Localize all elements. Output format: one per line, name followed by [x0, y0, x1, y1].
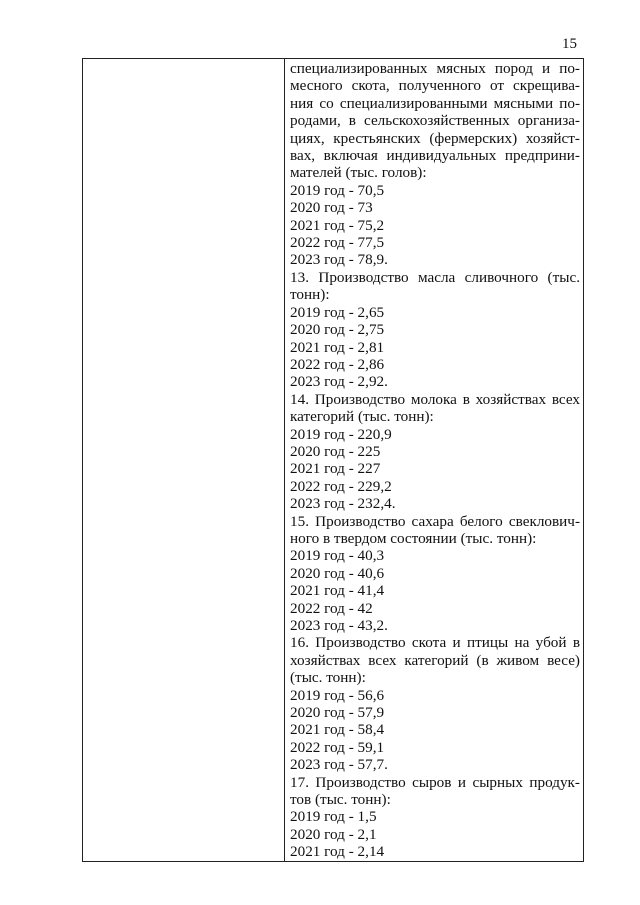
- text-line: 2020 год - 2,1: [290, 825, 377, 843]
- text-line: 2021 год - 75,2: [290, 216, 385, 234]
- text-line: 2019 год - 40,3: [290, 547, 385, 565]
- text-line: 2023 год - 2,92.: [290, 373, 388, 391]
- text-line: 2021 год - 58,4: [290, 721, 385, 739]
- text-line: 2022 год - 2,86: [290, 355, 385, 373]
- page-number: 15: [562, 36, 577, 52]
- text-line: 2019 год - 56,6: [290, 686, 385, 704]
- text-line: ного в твердом состоянии (тыс. тонн):: [290, 529, 537, 547]
- text-line: хозяйствах всех категорий (в живом весе): [290, 651, 580, 669]
- text-line: 14. Производство молока в хозяйствах всех: [290, 390, 580, 408]
- text-line: 17. Производство сыров и сырных продук-: [290, 773, 580, 791]
- text-line: 2021 год - 2,81: [290, 338, 385, 356]
- text-line: 2023 год - 43,2.: [290, 617, 388, 634]
- text-line: тонн):: [290, 286, 330, 304]
- text-line: специализированных мясных пород и по-: [290, 60, 580, 77]
- text-line: мателей (тыс. голов):: [290, 164, 427, 182]
- text-line: категорий (тыс. тонн):: [290, 408, 434, 426]
- text-line: (тыс. тонн):: [290, 669, 366, 687]
- text-line: 13. Производство масла сливочного (тыс.: [290, 268, 580, 286]
- text-line: 2020 год - 225: [290, 442, 381, 460]
- text-line: 2020 год - 73: [290, 199, 373, 217]
- text-line: 2022 год - 77,5: [290, 234, 385, 252]
- text-line: 2021 год - 41,4: [290, 582, 385, 600]
- text-line: месного скота, полученного от скрещива-: [290, 77, 580, 95]
- text-line: 2023 год - 57,7.: [290, 756, 388, 774]
- text-line: 16. Производство скота и птицы на убой в: [290, 634, 580, 652]
- text-line: 2021 год - 227: [290, 460, 381, 478]
- text-line: вах, включая индивидуальных предприни-: [290, 147, 580, 165]
- text-line: 2019 год - 70,5: [290, 181, 385, 199]
- text-line: тов (тыс. тонн):: [290, 791, 391, 809]
- text-line: 2022 год - 59,1: [290, 738, 385, 756]
- text-line: 2022 год - 229,2: [290, 477, 392, 495]
- text-line: 15. Производство сахара белого свеклович-: [290, 512, 580, 530]
- text-line: 2022 год - 42: [290, 599, 373, 617]
- text-line: циях, крестьянских (фермерских) хозяйст-: [290, 129, 580, 147]
- text-line: 2019 год - 2,65: [290, 303, 385, 321]
- text-line: ния со специализированными мясными по-: [290, 94, 580, 112]
- text-line: 2021 год - 2,14: [290, 843, 385, 861]
- text-line: 2020 год - 57,9: [290, 704, 385, 722]
- indicator-values-cell: [290, 60, 580, 861]
- text-line: 2019 год - 220,9: [290, 425, 392, 443]
- text-line: родами, в сельскохозяйственных организа-: [290, 112, 580, 130]
- text-line: 2023 год - 232,4.: [290, 495, 396, 513]
- text-line: 2023 год - 78,9.: [290, 251, 388, 269]
- text-line: 2020 год - 40,6: [290, 564, 385, 582]
- column-divider: [284, 58, 285, 862]
- text-line: 2020 год - 2,75: [290, 321, 385, 339]
- text-line: 2019 год - 1,5: [290, 808, 377, 826]
